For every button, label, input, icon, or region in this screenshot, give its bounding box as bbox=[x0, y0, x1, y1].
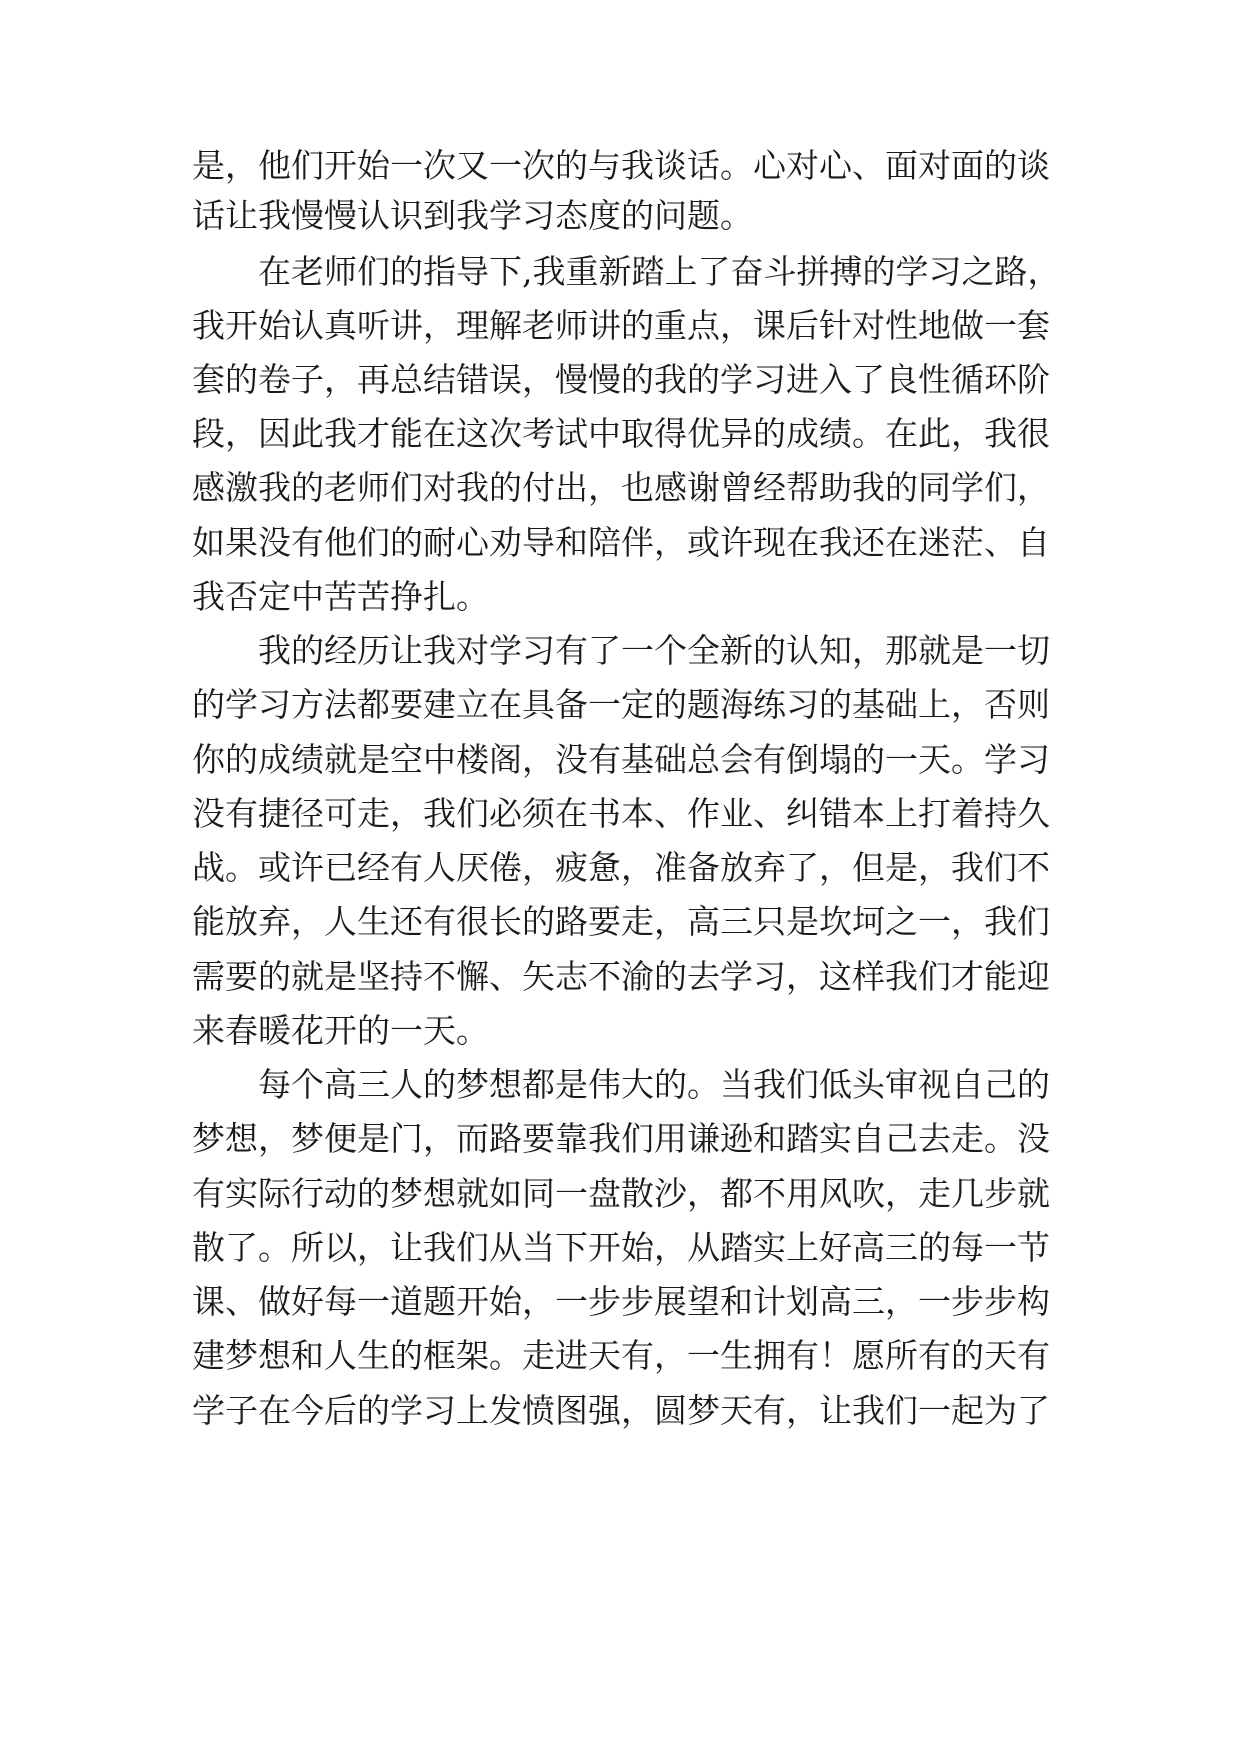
text-line: 没有捷径可走，我们必须在书本、作业、纠错本上打着持久 bbox=[192, 794, 1050, 833]
text-line: 我的经历让我对学习有了一个全新的认知，那就是一切 bbox=[192, 631, 1050, 670]
text-line: 我否定中苦苦挣扎。 bbox=[192, 577, 489, 616]
text-line: 在老师们的指导下,我重新踏上了奋斗拼搏的学习之路， bbox=[192, 252, 1061, 291]
text-line: 是，他们开始一次又一次的与我谈话。心对心、面对面的谈 bbox=[192, 146, 1050, 185]
text-line: 建梦想和人生的框架。走进天有，一生拥有！愿所有的天有 bbox=[192, 1336, 1050, 1375]
text-line: 梦想，梦便是门，而路要靠我们用谦逊和踏实自己去走。没 bbox=[192, 1119, 1050, 1158]
text-line: 你的成绩就是空中楼阁，没有基础总会有倒塌的一天。学习 bbox=[192, 740, 1050, 779]
text-line: 每个高三人的梦想都是伟大的。当我们低头审视自己的 bbox=[192, 1065, 1050, 1104]
text-line: 如果没有他们的耐心劝导和陪伴，或许现在我还在迷茫、自 bbox=[192, 523, 1050, 562]
text-line: 有实际行动的梦想就如同一盘散沙，都不用风吹，走几步就 bbox=[192, 1174, 1050, 1213]
text-line: 的学习方法都要建立在具备一定的题海练习的基础上，否则 bbox=[192, 685, 1050, 724]
text-line: 学子在今后的学习上发愤图强，圆梦天有，让我们一起为了 bbox=[192, 1391, 1050, 1430]
text-line: 话让我慢慢认识到我学习态度的问题。 bbox=[192, 196, 753, 235]
text-line: 散了。所以，让我们从当下开始，从踏实上好高三的每一节 bbox=[192, 1228, 1050, 1267]
text-line: 我开始认真听讲，理解老师讲的重点，课后针对性地做一套 bbox=[192, 306, 1050, 345]
text-line: 套的卷子，再总结错误，慢慢的我的学习进入了良性循环阶 bbox=[192, 360, 1050, 399]
text-line: 感激我的老师们对我的付出，也感谢曾经帮助我的同学们， bbox=[192, 468, 1050, 507]
text-line: 战。或许已经有人厌倦，疲惫，准备放弃了，但是，我们不 bbox=[192, 848, 1050, 887]
text-line: 段，因此我才能在这次考试中取得优异的成绩。在此，我很 bbox=[192, 414, 1050, 453]
text-line: 课、做好每一道题开始，一步步展望和计划高三，一步步构 bbox=[192, 1282, 1050, 1321]
text-line: 能放弃，人生还有很长的路要走，高三只是坎坷之一，我们 bbox=[192, 902, 1050, 941]
text-line: 来春暖花开的一天。 bbox=[192, 1011, 489, 1050]
text-line: 需要的就是坚持不懈、矢志不渝的去学习，这样我们才能迎 bbox=[192, 957, 1050, 996]
